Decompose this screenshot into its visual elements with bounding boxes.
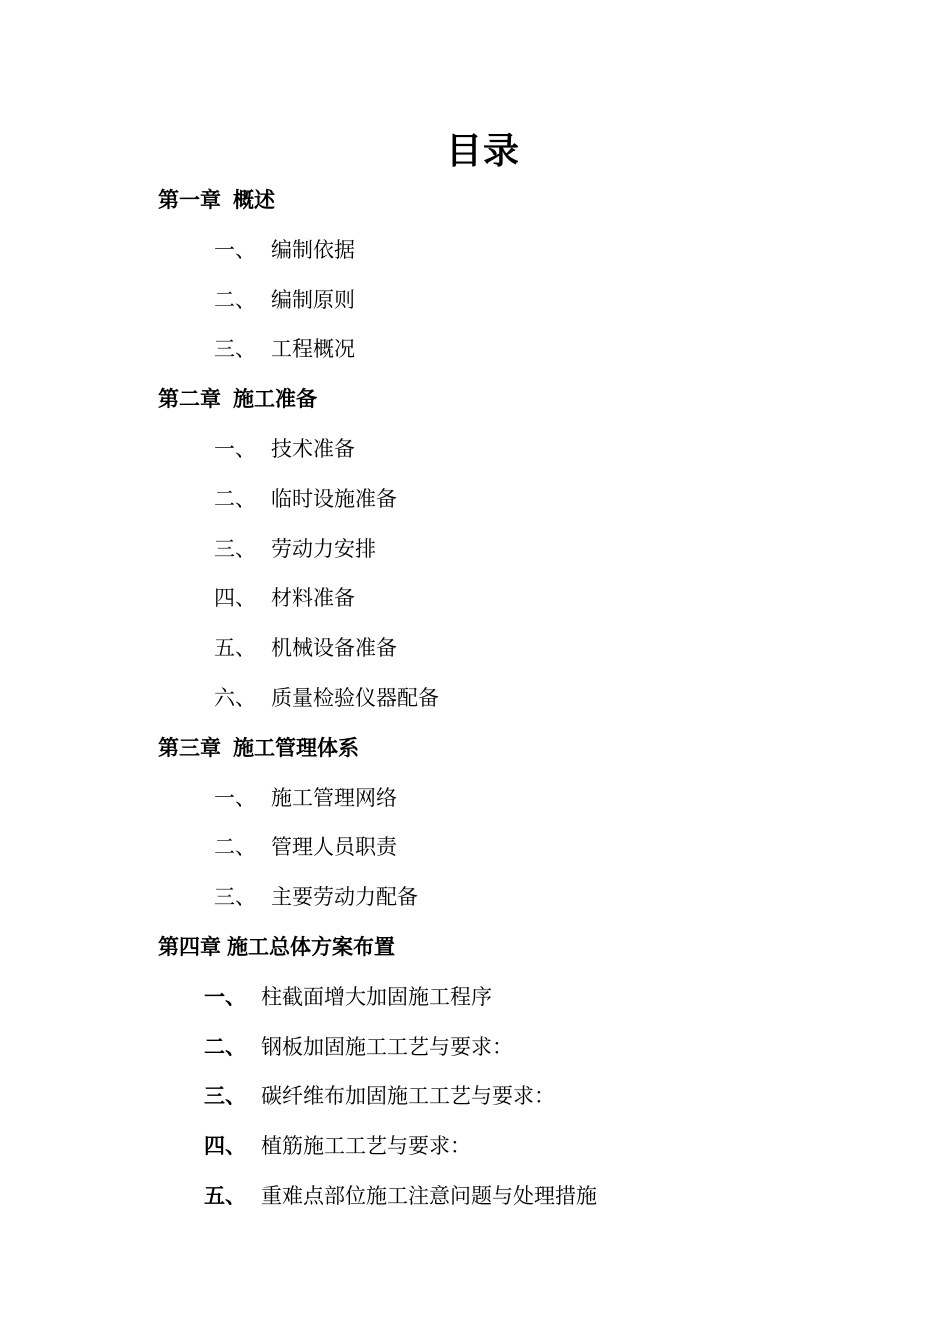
toc-chapter-4[interactable] bbox=[158, 927, 858, 977]
section-number: 三、 bbox=[214, 536, 256, 561]
section-title: 材料准备 bbox=[271, 586, 355, 611]
toc-section[interactable] bbox=[158, 329, 858, 379]
section-number: 二、 bbox=[214, 835, 256, 860]
section-title: 工程概况 bbox=[271, 337, 355, 362]
toc-section[interactable] bbox=[158, 1126, 858, 1176]
section-title: 重难点部位施工注意问题与处理措施 bbox=[261, 1183, 597, 1208]
toc-section[interactable] bbox=[158, 429, 858, 479]
chapter-title: 施工管理体系 bbox=[233, 735, 359, 760]
chapter-title: 施工总体方案布置 bbox=[227, 934, 395, 959]
toc-section[interactable] bbox=[158, 977, 858, 1027]
section-title: 编制依据 bbox=[271, 237, 355, 262]
toc-section[interactable] bbox=[158, 678, 858, 728]
section-number: 三、 bbox=[214, 337, 256, 362]
section-title: 主要劳动力配备 bbox=[271, 885, 418, 910]
section-title: 钢板加固施工工艺与要求： bbox=[261, 1034, 513, 1059]
section-title: 编制原则 bbox=[271, 287, 355, 312]
toc-section[interactable] bbox=[158, 877, 858, 927]
section-number: 三、 bbox=[214, 885, 256, 910]
section-number: 二、 bbox=[214, 287, 256, 312]
section-title: 技术准备 bbox=[271, 436, 355, 461]
section-title: 碳纤维布加固施工工艺与要求： bbox=[261, 1084, 555, 1109]
section-title: 机械设备准备 bbox=[271, 636, 397, 661]
toc-chapter-1[interactable] bbox=[158, 180, 858, 230]
toc-section[interactable] bbox=[158, 578, 858, 628]
toc-chapter-2[interactable] bbox=[158, 379, 858, 429]
section-number: 一、 bbox=[214, 785, 256, 810]
chapter-number: 第一章 bbox=[158, 188, 221, 212]
chapter-number: 第二章 bbox=[158, 387, 221, 412]
chapter-number: 第四章 bbox=[158, 934, 221, 959]
section-number: 四、 bbox=[204, 1134, 246, 1159]
toc-section[interactable] bbox=[158, 778, 858, 828]
chapter-title: 施工准备 bbox=[233, 387, 317, 412]
toc-section[interactable] bbox=[158, 280, 858, 330]
page-title: 目录 bbox=[445, 131, 520, 172]
section-title: 劳动力安排 bbox=[271, 536, 376, 561]
section-number: 四、 bbox=[214, 586, 256, 611]
section-number: 一、 bbox=[214, 436, 256, 461]
toc-section[interactable] bbox=[158, 529, 858, 579]
section-number: 六、 bbox=[214, 685, 256, 710]
section-number: 三、 bbox=[204, 1084, 246, 1109]
section-title: 植筋施工工艺与要求： bbox=[261, 1134, 471, 1159]
toc-chapter-3[interactable] bbox=[158, 728, 858, 778]
section-number: 二、 bbox=[214, 486, 256, 511]
section-title: 临时设施准备 bbox=[271, 486, 397, 511]
section-title: 质量检验仪器配备 bbox=[271, 685, 439, 710]
toc-section[interactable] bbox=[158, 479, 858, 529]
section-number: 一、 bbox=[204, 984, 246, 1009]
section-number: 二、 bbox=[204, 1034, 246, 1059]
toc-section[interactable] bbox=[158, 1176, 858, 1226]
section-number: 一、 bbox=[214, 237, 256, 262]
table-of-contents bbox=[158, 180, 858, 1226]
toc-section[interactable] bbox=[158, 1076, 858, 1126]
toc-section[interactable] bbox=[158, 827, 858, 877]
toc-section[interactable] bbox=[158, 628, 858, 678]
section-title: 管理人员职责 bbox=[271, 835, 397, 860]
section-number: 五、 bbox=[204, 1183, 246, 1208]
toc-section[interactable] bbox=[158, 230, 858, 280]
toc-section[interactable] bbox=[158, 1027, 858, 1077]
section-title: 施工管理网络 bbox=[271, 785, 397, 810]
section-number: 五、 bbox=[214, 636, 256, 661]
chapter-number: 第三章 bbox=[158, 735, 221, 760]
section-title: 柱截面增大加固施工程序 bbox=[261, 984, 492, 1009]
chapter-title: 概述 bbox=[233, 188, 275, 212]
